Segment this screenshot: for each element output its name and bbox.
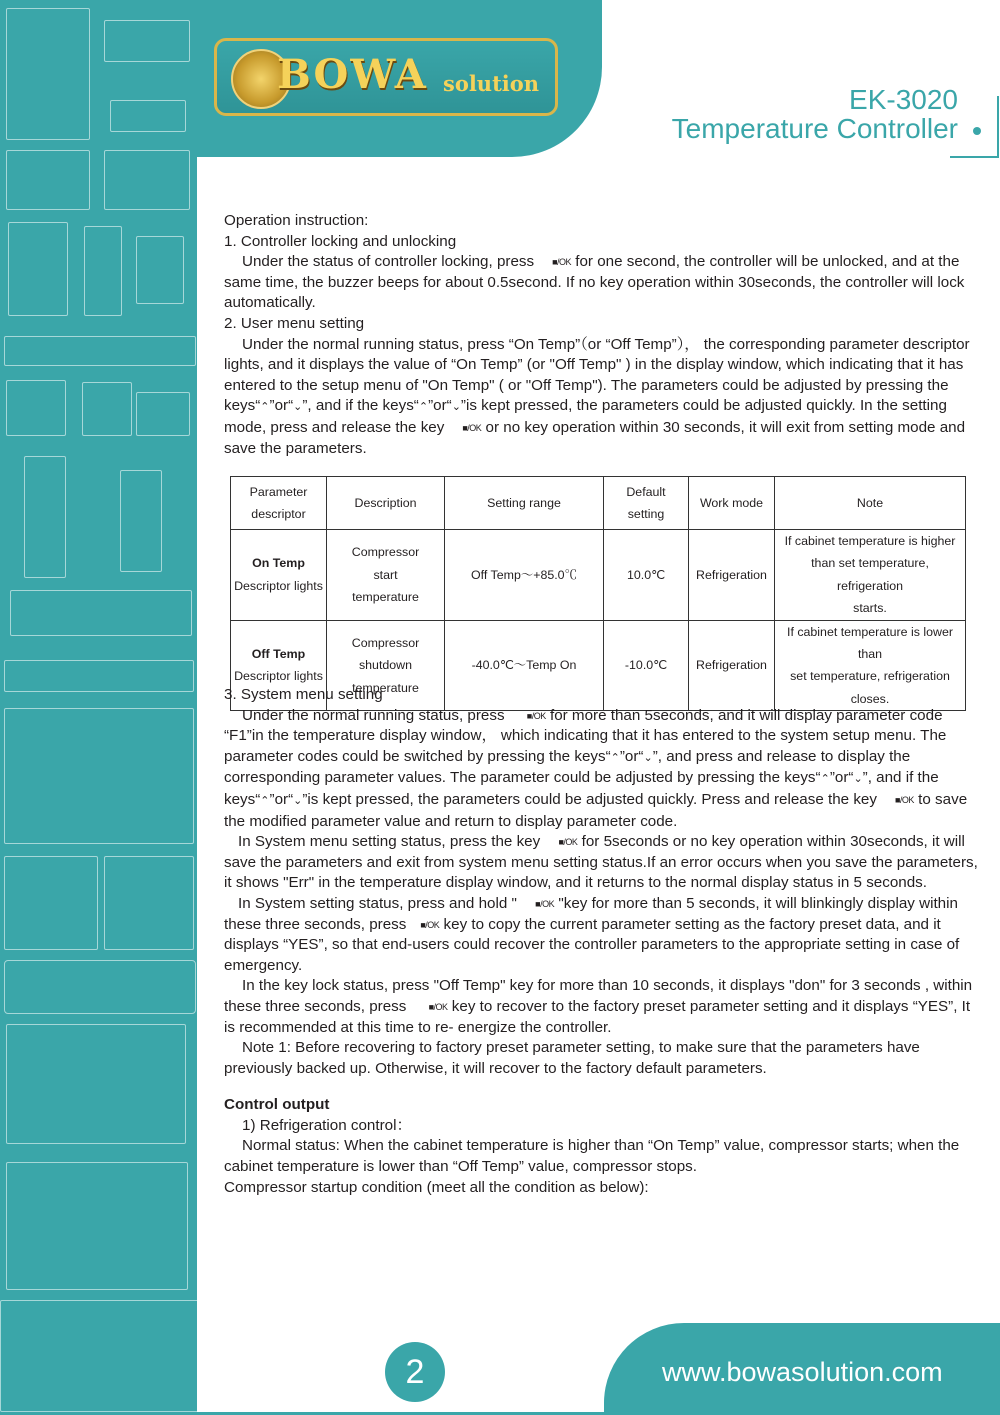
section-3-paragraph-3: In System setting status, press and hold " ■/OK "key for more than 5 seconds, it will blinkingly display within these three seconds, press ■/OK key to copy the current parameter setting as the factory preset data, and it displays “YES”, so that end-users could recover the controller parameters to the appropriate setting in case of emergency.	[224, 894, 960, 974]
sidebar-illustrations	[0, 0, 197, 1415]
param-cell: Off Temp Descriptor lights	[231, 620, 327, 711]
note-cell: If cabinet temperature is lower than set temperature, refrigeration closes.	[775, 620, 966, 711]
section-3-heading: 3. System menu setting	[224, 686, 383, 703]
parameter-table	[230, 476, 966, 711]
accumulator-icon	[84, 226, 122, 316]
mode-cell: Refrigeration	[689, 620, 775, 711]
ok-key-icon: ■/OK	[558, 837, 578, 848]
valve-icon	[104, 20, 190, 62]
up-key-icon: ⌃	[418, 401, 429, 414]
cold-room-unit-icon	[104, 856, 194, 950]
content-top	[224, 211, 980, 459]
param-cell: On Temp Descriptor lights	[231, 530, 327, 621]
brand-logo	[214, 38, 558, 116]
ok-key-icon: ■/OK	[526, 710, 546, 721]
down-key-icon: ⌄	[293, 401, 303, 414]
desc-cell: Compressor shutdown temperature	[327, 620, 445, 711]
up-key-icon: ⌃	[260, 794, 270, 807]
section-1-paragraph: Under the status of controller locking, press ■/OK for one second, the controller will be unlocked, and at the same time, the buzzer beeps for about 0.5second. If no key operation within 30seconds, the controller will lock automatically.	[224, 253, 965, 312]
compressor-startup-condition: Compressor startup condition (meet all the condition as below):	[224, 1178, 649, 1196]
table-header-row	[231, 477, 966, 530]
valves-row-icon	[10, 590, 192, 636]
receiver-tank-icon	[8, 222, 68, 316]
separator-icon	[120, 470, 162, 572]
control-output-heading: Control output	[224, 1096, 330, 1114]
condenser-box-icon	[4, 856, 98, 950]
compressor-rack-icon	[6, 1162, 188, 1290]
header-cell: Work mode	[689, 477, 775, 530]
default-cell: 10.0℃	[604, 530, 689, 621]
down-key-icon: ⌄	[643, 751, 653, 764]
section-3-paragraph-4: In the key lock status, press "Off Temp" key for more than 10 seconds, it displays "don" for 3 seconds , within these three seconds, press ■/OK key to recover to the factory preset parameter setting and it displays “YES”, It is recommended at this time to re- energize the controller.	[224, 977, 973, 1036]
table-row	[231, 530, 966, 621]
section-2-paragraph: Under the normal running status, press “On Temp”（or “Off Temp”）， the corresponding parameter descriptor lights, and it displays the value of “On Temp” (or "Off Temp" ) in the display window, which indicating that it has entered to the setup menu of "On Temp" ( or "Off Temp"). The parameters could be adjusted by pressing the keys“⌃”or“⌄”, and if the keys“⌃”or“⌄”is kept pressed, the parameters could be adjusted quickly. In the setting mode, press and release the key ■/OK or no key operation within 30 seconds, it will exit from setting mode and save the parameters.	[224, 335, 970, 457]
content-bottom	[224, 685, 980, 1198]
intro-heading: Operation instruction:	[224, 212, 369, 229]
ok-key-icon: ■/OK	[552, 257, 572, 268]
header-cell: Setting range	[445, 477, 604, 530]
header-cell: Default setting	[604, 477, 689, 530]
exploded-unit-icon	[4, 708, 194, 844]
control-output-paragraph: Normal status: When the cabinet temperature is higher than “On Temp” value, compressor starts; when the cabinet temperature is lower than “Off Temp” value, compressor stops.	[224, 1137, 960, 1176]
evaporator-fans-icon	[4, 960, 196, 1014]
model-number: EK-3020	[849, 84, 958, 115]
title-bracket	[950, 96, 999, 158]
drier-icon	[136, 236, 184, 304]
ok-key-icon: ■/OK	[420, 919, 440, 930]
default-cell: -10.0℃	[604, 620, 689, 711]
header-cell: Note	[775, 477, 966, 530]
filter-icon	[110, 100, 186, 132]
note-cell: If cabinet temperature is higher than set temperature, refrigeration starts.	[775, 530, 966, 621]
mode-cell: Refrigeration	[689, 530, 775, 621]
header-cell: Parameter descriptor	[231, 477, 327, 530]
down-key-icon: ⌄	[853, 773, 863, 786]
down-key-icon: ⌄	[293, 794, 303, 807]
down-key-icon: ⌄	[451, 401, 461, 414]
rail-icon	[4, 660, 194, 692]
section-1-heading: 1. Controller locking and unlocking	[224, 232, 457, 250]
ok-key-icon: ■/OK	[462, 422, 482, 433]
page-title: Temperature Controller	[671, 113, 958, 144]
solenoid-icon	[82, 382, 132, 436]
ok-key-icon: ■/OK	[428, 1001, 448, 1012]
valve-icon	[6, 150, 90, 210]
oil-separator-icon	[24, 456, 66, 578]
range-cell: -40.0℃～Temp On	[445, 620, 604, 711]
sensor-icon	[104, 150, 190, 210]
ok-key-icon: ■/OK	[894, 794, 914, 805]
section-3-paragraph-2: In System menu setting status, press the key ■/OK for 5seconds or no key operation within 30seconds, it will save the parameters and exit from system menu setting status.If an error occurs when you save the parameters, it shows "Err" in the temperature display window, and it returns to the normal display status in 5 seconds.	[224, 833, 978, 892]
ok-key-icon: ■/OK	[535, 898, 555, 909]
up-key-icon: ⌃	[820, 773, 830, 786]
page-number: 2	[385, 1342, 445, 1402]
up-key-icon: ⌃	[260, 401, 270, 414]
brand-suffix: solution	[443, 71, 540, 96]
brand-name: BOWA	[277, 51, 428, 98]
header-cell: Description	[327, 477, 445, 530]
range-cell: Off Temp～+85.0℃	[445, 530, 604, 621]
section-3-paragraph-1: Under the normal running status, press ■/OK for more than 5seconds, and it will display parameter code “F1”in the temperature display window， which indicating that it has entered to the system setup menu. The parameter codes could be switched by pressing the keys“⌃”or“⌄”, and press and release to display the corresponding parameter values. The parameter could be adjusted by pressing the keys“⌃”or“⌄”, and if the keys“⌃”or“⌄”is kept pressed, the parameters could be adjusted quickly. Press and release the key ■/OK to save the modified parameter value and return to display parameter code.	[224, 706, 968, 830]
filter-drier-row-icon	[4, 336, 196, 366]
up-key-icon: ⌃	[610, 751, 620, 764]
website-url: www.bowasolution.com	[662, 1357, 943, 1387]
condensing-unit-icon	[6, 1024, 186, 1144]
section-3-note: Note 1: Before recovering to factory preset parameter setting, to make sure that the parameters have previously backed up. Otherwise, it will recover to the factory default parameters.	[224, 1039, 920, 1077]
control-output-subheading: 1) Refrigeration control：	[242, 1116, 412, 1134]
sight-glass-icon	[136, 392, 190, 436]
section-2-heading: 2. User menu setting	[224, 314, 365, 332]
plate-heat-exchanger-icon	[6, 8, 90, 140]
desc-cell: Compressor start temperature	[327, 530, 445, 621]
compressor-unit-icon	[0, 1300, 197, 1412]
valve-icon	[6, 380, 66, 436]
